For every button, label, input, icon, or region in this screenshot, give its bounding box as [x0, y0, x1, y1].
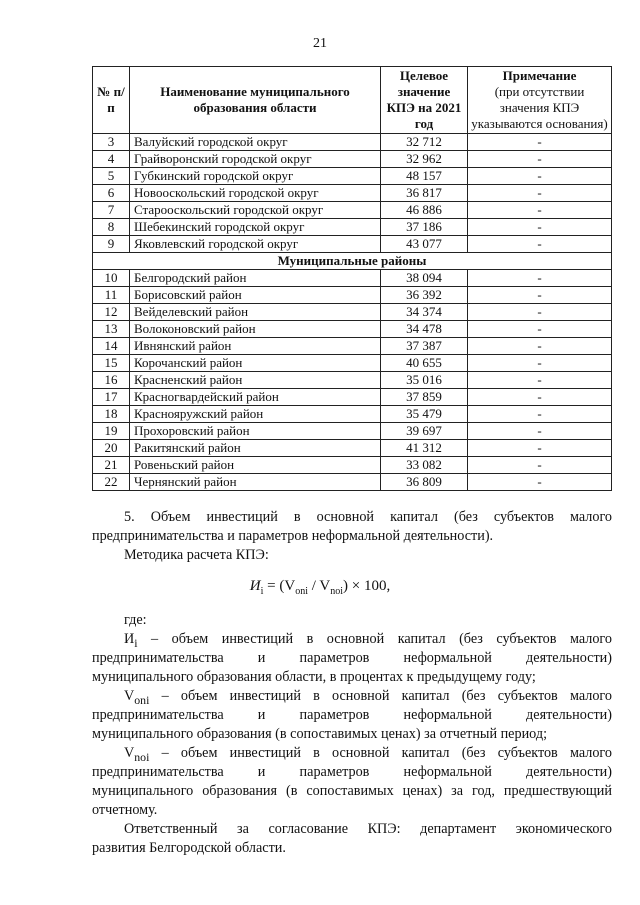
row-value: 37 387 — [381, 338, 468, 355]
row-name: Вейделевский район — [130, 304, 381, 321]
row-num: 15 — [93, 355, 130, 372]
row-value: 39 697 — [381, 423, 468, 440]
responsible-line1: Ответственный за согласование КПЭ: департамент экономического — [124, 821, 612, 837]
section-row — [93, 253, 612, 270]
header-name: Наименование муниципального образования области — [130, 67, 381, 134]
row-num: 17 — [93, 389, 130, 406]
page-number: 21 — [313, 36, 327, 51]
row-name: Валуйский городской округ — [130, 134, 381, 151]
row-value: 40 655 — [381, 355, 468, 372]
row-name: Красногвардейский район — [130, 389, 381, 406]
table-body-bottom — [93, 270, 612, 491]
formula-lhs-sub: i — [260, 586, 264, 597]
header-note-sub: (при отсутствии значения КПЭ указываются основания) — [471, 84, 608, 131]
def1-line3: муниципального образования области, в процентах к предыдущему году; — [92, 669, 536, 685]
def3-line3: муниципального образования (в сопоставимых ценах) за год, предшествующий — [92, 783, 612, 799]
formula-tail: ) × 100, — [343, 578, 391, 594]
where-label: где: — [124, 612, 147, 628]
row-value: 43 077 — [381, 236, 468, 253]
row-note: - — [468, 389, 612, 406]
table-row — [93, 304, 612, 321]
row-name: Ровеньский район — [130, 457, 381, 474]
table-row — [93, 236, 612, 253]
row-note: - — [468, 406, 612, 423]
row-value: 32 962 — [381, 151, 468, 168]
table-row — [93, 321, 612, 338]
table-row — [93, 134, 612, 151]
row-note: - — [468, 202, 612, 219]
row-num: 7 — [93, 202, 130, 219]
row-value: 32 712 — [381, 134, 468, 151]
row-note: - — [468, 321, 612, 338]
row-note: - — [468, 474, 612, 491]
def2-line3: муниципального образования (в сопоставимых ценах) за отчетный период; — [92, 726, 548, 742]
row-value: 34 374 — [381, 304, 468, 321]
row-num: 13 — [93, 321, 130, 338]
def1-line2: предпринимательства и параметров неформальной деятельности) — [92, 650, 612, 666]
header-note — [468, 67, 612, 134]
table-row — [93, 355, 612, 372]
row-name: Ракитянский район — [130, 440, 381, 457]
row-note: - — [468, 168, 612, 185]
row-num: 3 — [93, 134, 130, 151]
row-note: - — [468, 423, 612, 440]
method-label: Методика расчета КПЭ: — [124, 547, 269, 563]
row-value: 41 312 — [381, 440, 468, 457]
row-name: Прохоровский район — [130, 423, 381, 440]
row-value: 36 809 — [381, 474, 468, 491]
formula — [0, 578, 640, 597]
header-note-title: Примечание — [502, 68, 577, 83]
row-note: - — [468, 270, 612, 287]
table-row — [93, 202, 612, 219]
row-name: Чернянский район — [130, 474, 381, 491]
row-num: 22 — [93, 474, 130, 491]
table-row — [93, 457, 612, 474]
row-num: 10 — [93, 270, 130, 287]
row-value: 35 479 — [381, 406, 468, 423]
row-value: 38 094 — [381, 270, 468, 287]
table-header-row — [93, 67, 612, 134]
row-note: - — [468, 338, 612, 355]
table-row — [93, 287, 612, 304]
row-name: Корочанский район — [130, 355, 381, 372]
row-name: Новооскольский городской округ — [130, 185, 381, 202]
def3-line1: $V_{noi}$ – объем инвестиций в основной капитал (без субъектов малого — [124, 745, 612, 764]
row-num: 19 — [93, 423, 130, 440]
formula-b-sub: noi — [330, 586, 343, 597]
row-value: 35 016 — [381, 372, 468, 389]
formula-div: / V — [307, 578, 331, 594]
row-num: 4 — [93, 151, 130, 168]
row-note: - — [468, 355, 612, 372]
table-body-top — [93, 134, 612, 253]
table-row — [93, 406, 612, 423]
row-note: - — [468, 185, 612, 202]
row-note: - — [468, 372, 612, 389]
table-section — [93, 253, 612, 270]
row-note: - — [468, 440, 612, 457]
formula-lhs: И — [249, 578, 261, 594]
kpe-table — [92, 66, 612, 491]
row-num: 9 — [93, 236, 130, 253]
header-num: № п/п — [93, 67, 130, 134]
formula-eq: = (V — [263, 578, 296, 594]
table-row — [93, 474, 612, 491]
row-name: Губкинский городской округ — [130, 168, 381, 185]
row-name: Белгородский район — [130, 270, 381, 287]
table-row — [93, 440, 612, 457]
row-note: - — [468, 134, 612, 151]
formula-a-sub: oni — [295, 586, 308, 597]
row-value: 46 886 — [381, 202, 468, 219]
row-value: 48 157 — [381, 168, 468, 185]
section5-line2: предпринимательства и параметров неформальной деятельности). — [92, 528, 494, 544]
table-row — [93, 423, 612, 440]
row-note: - — [468, 457, 612, 474]
row-name: Ивнянский район — [130, 338, 381, 355]
table-row — [93, 338, 612, 355]
row-num: 20 — [93, 440, 130, 457]
table-row — [93, 270, 612, 287]
section5-line1: 5. Объем инвестиций в основной капитал (без субъектов малого — [124, 509, 612, 525]
row-num: 5 — [93, 168, 130, 185]
row-value: 36 392 — [381, 287, 468, 304]
row-note: - — [468, 219, 612, 236]
table-row — [93, 185, 612, 202]
def3-line4: отчетному. — [92, 802, 158, 818]
def2-line1: $V_{oni}$ – объем инвестиций в основной капитал (без субъектов малого — [124, 688, 612, 707]
def3-line2: предпринимательства и параметров неформальной деятельности) — [92, 764, 612, 780]
row-num: 14 — [93, 338, 130, 355]
row-num: 6 — [93, 185, 130, 202]
row-note: - — [468, 304, 612, 321]
row-name: Волоконовский район — [130, 321, 381, 338]
def1-line1: $И_i$ – объем инвестиций в основной капитал (без субъектов малого — [124, 631, 612, 650]
row-note: - — [468, 236, 612, 253]
row-num: 21 — [93, 457, 130, 474]
row-value: 34 478 — [381, 321, 468, 338]
table-row — [93, 151, 612, 168]
row-name: Борисовский район — [130, 287, 381, 304]
row-name: Красненский район — [130, 372, 381, 389]
section-label: Муниципальные районы — [93, 253, 612, 270]
header-target: Целевое значение КПЭ на 2021 год — [381, 67, 468, 134]
table-row — [93, 219, 612, 236]
row-num: 16 — [93, 372, 130, 389]
row-name: Краснояружский район — [130, 406, 381, 423]
row-note: - — [468, 287, 612, 304]
row-value: 33 082 — [381, 457, 468, 474]
row-num: 11 — [93, 287, 130, 304]
row-name: Старооскольский городской округ — [130, 202, 381, 219]
responsible-line2: развития Белгородской области. — [92, 840, 286, 856]
table-row — [93, 389, 612, 406]
row-value: 37 859 — [381, 389, 468, 406]
table-row — [93, 372, 612, 389]
row-value: 36 817 — [381, 185, 468, 202]
def2-line2: предпринимательства и параметров неформальной деятельности) — [92, 707, 612, 723]
row-num: 18 — [93, 406, 130, 423]
table-row — [93, 168, 612, 185]
row-name: Яковлевский городской округ — [130, 236, 381, 253]
row-num: 12 — [93, 304, 130, 321]
row-note: - — [468, 151, 612, 168]
row-name: Грайворонский городской округ — [130, 151, 381, 168]
row-name: Шебекинский городской округ — [130, 219, 381, 236]
row-value: 37 186 — [381, 219, 468, 236]
row-num: 8 — [93, 219, 130, 236]
